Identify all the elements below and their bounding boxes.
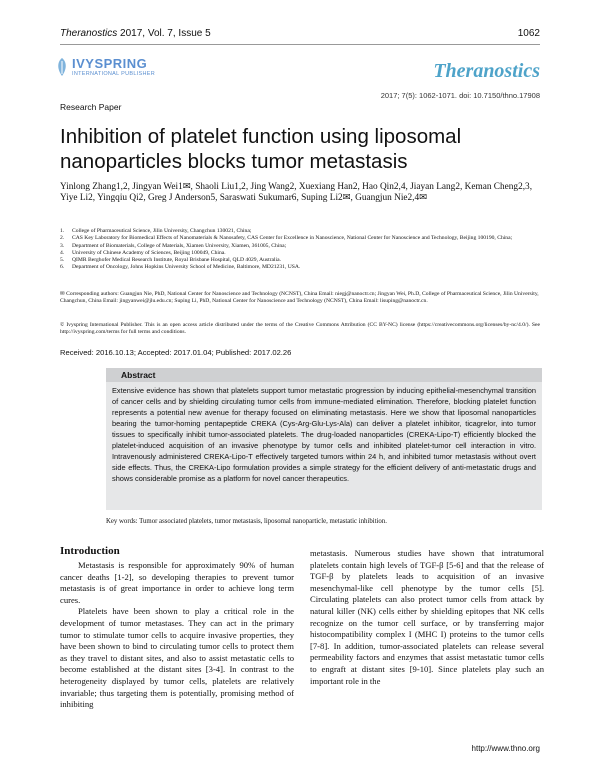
journal-logo: Theranostics — [433, 60, 540, 82]
header-divider — [60, 44, 540, 45]
paper-type: Research Paper — [60, 102, 122, 112]
abstract-header-bar — [106, 368, 542, 382]
publisher-subtitle: INTERNATIONAL PUBLISHER — [72, 71, 155, 77]
paragraph: metastasis. Numerous studies have shown that intratumoral platelets contain high levels of TGF-β [5-6] and that the release of TGF-β by platelets leads to acquisition of an invasive mesenchymal-like cell phenotype by the tumor cells [5]. Circulating platelets can also protect tumor cells from attack by natural killer (NK) cells either by shielding epitopes that NK cells recognize on the tumor cell surface, or by transferring major histocompatibility complex I (MHC I) proteins to the tumor cells [7-8]. In addition, tumor-associated platelets can release several permeability factors and enzymes that assist metastatic tumor cells to engraft at distant sites [9-10]. Since platelets play such an important role in the — [310, 548, 544, 686]
body-column-right — [310, 548, 544, 687]
paragraph: Platelets have been shown to play a critical role in the development of tumor metastases. They can act in the primary tumor to stimulate tumor cells to acquire invasive properties, they have been shown to bind to circulating tumor cells to protect them as they travel to distant sites, and also to assist metastatic cells to become established at the distant sites [3-4]. In contrast to the heterogeneity displayed by tumor cells, platelets are relatively invariable; thus targeting them is potentially, promising method of inhibiting — [60, 606, 294, 710]
citation-doi: 2017; 7(5): 1062-1071. doi: 10.7150/thno.17908 — [380, 91, 540, 100]
affiliation-item: 6. Department of Oncology, Johns Hopkins University School of Medicine, Baltimore, MD21231, USA. — [60, 264, 301, 271]
affiliation-item: 5. QIMR Berghofer Medical Research Institute, Royal Brisbane Hospital, QLD 4029, Australia. — [60, 257, 281, 264]
running-header-journal — [60, 28, 211, 39]
section-heading-introduction: Introduction — [60, 545, 120, 557]
author-list: Yinlong Zhang1,2, Jingyan Wei1✉, Shaoli Liu1,2, Jing Wang2, Xuexiang Han2, Hao Qin2,4, Jiayan Lang2, Keman Cheng2,3, Yiye Li2, Yingqiu Qi2, Greg J Anderson5, Saraswati Sukumar6, Suping Li2✉, Guangjun Nie2,4✉ — [60, 182, 533, 204]
affiliation-item: 3. Department of Biomaterials, College of Materials, Xiamen University, Xiamen, 361005, China; — [60, 242, 287, 249]
body-column-left — [60, 560, 294, 711]
abstract-text: Extensive evidence has shown that platelets support tumor metastatic progression by inducing epithelial-mesenchymal transition of cancer cells and by shielding circulating tumor cells from immune-mediated elimination. Therefore, blocking platelet function represents a potential new avenue for therapy focused on eliminating metastasis. Here we show that liposomal nanoparticles bearing the tumor-homing pentapeptide CREKA (Cys-Arg-Glu-Lys-Ala) can deliver a platelet inhibitor, ticagrelor, into tumor tissues to specifically inhibit tumor-associated platelets. The drug-loaded nanoparticles (CREKA-Lipo-T) efficiently blocked the platelet-induced acquisition of an invasive phenotype by tumor cells and inhibited platelet-tumor cell interaction in vitro. Intravenously administered CREKA-Lipo-T effectively targeted tumors within 24 h, and inhibited tumor metastasis without overt side effects. Thus, the CREKA-Lipo formulation provides a simple strategy for the efficient delivery of anti-metastatic drugs and shows considerable promise as a platform for novel cancer therapeutics. — [112, 386, 536, 483]
ivyspring-leaf-icon — [55, 57, 69, 77]
paragraph: Metastasis is responsible for approximately 90% of human cancer deaths [1-2], so developing therapies to prevent tumor metastasis is of great importance in order to achieve long term cures. — [60, 560, 294, 605]
affiliations — [60, 228, 540, 272]
page-number: 1062 — [517, 28, 540, 39]
affiliation-item: 2. CAS Key Laboratory for Biomedical Effects of Nanomaterials & Nanosafety, CAS Center for Excellence in Nanoscience, National Center for Nanoscience and Technology, Beijing 100190, China; — [60, 235, 513, 242]
license-notice: © Ivyspring International Publisher. This is an open access article distributed under the terms of the Creative Commons Attribution (CC BY-NC) license (https://creativecommons.org/licenses/by-nc/4.0/). See http://ivyspring.com/terms for full terms and conditions. — [60, 322, 540, 336]
publisher-name: IVYSPRING — [72, 56, 148, 71]
paper-title: Inhibition of platelet function using liposomal nanoparticles blocks tumor metastasis — [60, 125, 462, 173]
keywords: Key words: Tumor associated platelets, tumor metastasis, liposomal nanoparticle, metastatic inhibition. — [106, 518, 387, 525]
affiliation-item: 4. University of Chinese Academy of Sciences, Beijing 100049, China. — [60, 249, 226, 256]
footer-url[interactable]: http://www.thno.org — [471, 744, 540, 753]
abstract-heading: Abstract — [121, 370, 156, 380]
affiliation-item: 1. College of Pharmaceutical Science, Jilin University, Changchun 130021, China; — [60, 228, 252, 234]
header-issue: 2017, Vol. 7, Issue 5 — [120, 28, 211, 39]
publication-dates: Received: 2016.10.13; Accepted: 2017.01.04; Published: 2017.02.26 — [60, 348, 292, 357]
corresponding-authors: ✉ Corresponding authors: Guangjun Nie, PhD, National Center for Nanoscience and Technology (NCNST), China Email: niegj@nanoctr.cn; Jingyan Wei, Ph.D, College of Pharmaceutical Science, Jilin University, Changchun, China Email: jingyanwei@jlu.edu.cn; Suping Li, PhD, National Center for Nanoscience and Technology (NCNST), China Email: lisuping@nanoctr.cn. — [60, 291, 539, 305]
header-journal-name: Theranostics — [60, 28, 118, 39]
